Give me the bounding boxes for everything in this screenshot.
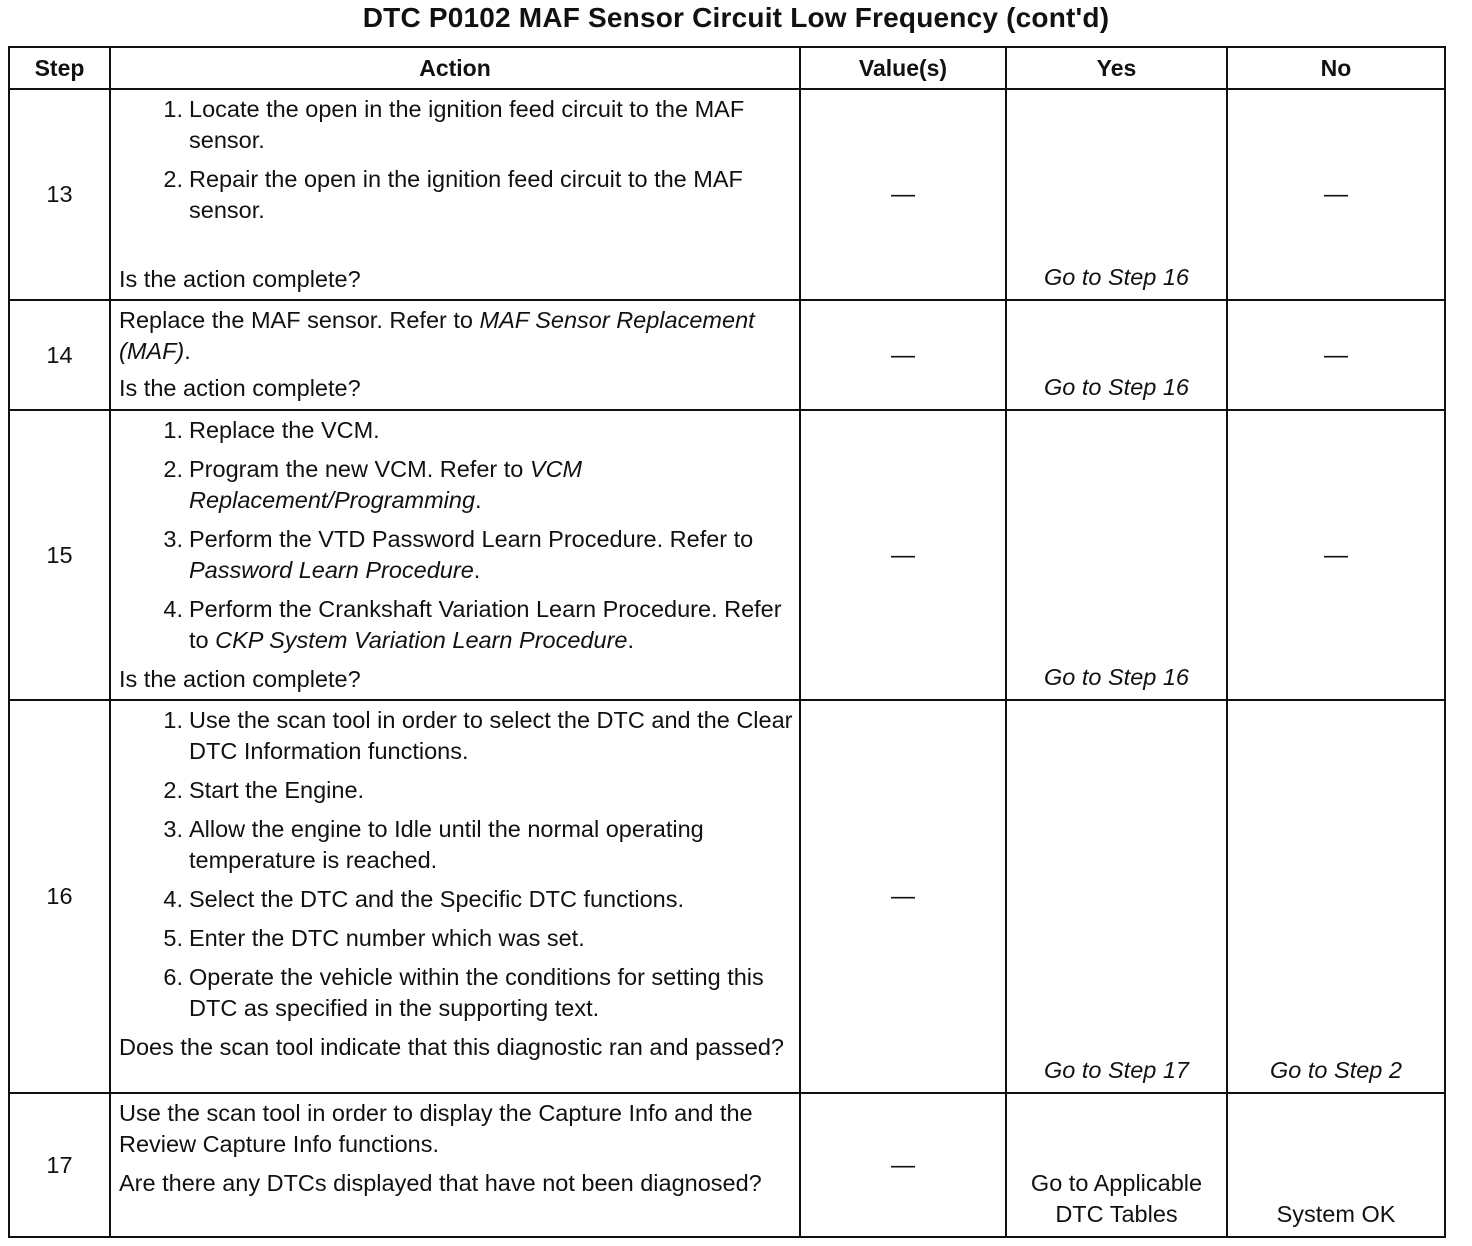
header-row bbox=[9, 47, 1445, 89]
action-cell bbox=[110, 700, 800, 1093]
action-cell bbox=[110, 89, 800, 300]
table-row-step-15 bbox=[9, 410, 1445, 700]
value-cell: — bbox=[800, 300, 1006, 410]
step-number: 14 bbox=[9, 300, 110, 410]
no-cell: — bbox=[1227, 89, 1445, 300]
table-row-step-16 bbox=[9, 700, 1445, 1093]
page-title: DTC P0102 MAF Sensor Circuit Low Frequency (cont'd) bbox=[362, 2, 1110, 33]
value-cell: — bbox=[800, 89, 1006, 300]
header-no: No bbox=[1227, 47, 1445, 89]
table-row-step-14 bbox=[9, 300, 1445, 410]
list-item: 2. Repair the open in the ignition feed circuit to the MAF sensor. bbox=[163, 166, 743, 223]
yes-cell: Go to Step 16 bbox=[1006, 89, 1227, 300]
step-number: 13 bbox=[9, 89, 110, 300]
list-item: 6. Operate the vehicle within the conditions for setting this DTC as specified in the supporting text. bbox=[163, 964, 764, 1021]
list-item: 1. Replace the VCM. bbox=[163, 417, 380, 443]
step-number: 16 bbox=[9, 700, 110, 1093]
action-list bbox=[119, 94, 793, 226]
action-list bbox=[119, 705, 793, 1024]
value-cell: — bbox=[800, 1093, 1006, 1237]
action-question: Is the action complete? bbox=[119, 266, 361, 292]
action-text: Use the scan tool in order to display the Capture Info and the Review Capture Info functions. bbox=[119, 1100, 753, 1157]
action-cell bbox=[110, 410, 800, 700]
no-cell: — bbox=[1227, 410, 1445, 700]
action-question: Are there any DTCs displayed that have not been diagnosed? bbox=[119, 1170, 762, 1196]
no-cell: Go to Step 2 bbox=[1227, 700, 1445, 1093]
yes-cell: Go to Step 17 bbox=[1006, 700, 1227, 1093]
step-number: 15 bbox=[9, 410, 110, 700]
no-cell: System OK bbox=[1227, 1093, 1445, 1237]
list-item: 4. Perform the Crankshaft Variation Learn Procedure. Refer to CKP System Variation Learn Procedure. bbox=[163, 596, 782, 653]
yes-cell: Go to Applicable DTC Tables bbox=[1006, 1093, 1227, 1237]
diagnostic-table bbox=[8, 46, 1446, 1238]
action-question: Is the action complete? bbox=[119, 375, 361, 401]
step-number: 17 bbox=[9, 1093, 110, 1237]
list-item: 3. Allow the engine to Idle until the normal operating temperature is reached. bbox=[163, 816, 704, 873]
header-step: Step bbox=[9, 47, 110, 89]
list-item: 2. Program the new VCM. Refer to VCM Replacement/Programming. bbox=[163, 456, 583, 513]
header-action: Action bbox=[110, 47, 800, 89]
header-values: Value(s) bbox=[800, 47, 1006, 89]
table-row-step-17 bbox=[9, 1093, 1445, 1237]
list-item: 5. Enter the DTC number which was set. bbox=[163, 925, 585, 951]
list-item: 3. Perform the VTD Password Learn Procedure. Refer to Password Learn Procedure. bbox=[163, 526, 754, 583]
table-row-step-13 bbox=[9, 89, 1445, 300]
yes-cell: Go to Step 16 bbox=[1006, 410, 1227, 700]
action-cell bbox=[110, 1093, 800, 1237]
value-cell: — bbox=[800, 700, 1006, 1093]
action-list bbox=[119, 415, 793, 656]
action-text: Replace the MAF sensor. Refer to MAF Sensor Replacement (MAF). bbox=[119, 307, 755, 364]
value-cell: — bbox=[800, 410, 1006, 700]
list-item: 1. Locate the open in the ignition feed circuit to the MAF sensor. bbox=[163, 96, 745, 153]
action-question: Is the action complete? bbox=[119, 666, 361, 692]
action-question: Does the scan tool indicate that this diagnostic ran and passed? bbox=[119, 1034, 784, 1060]
action-cell bbox=[110, 300, 800, 410]
yes-cell: Go to Step 16 bbox=[1006, 300, 1227, 410]
header-yes: Yes bbox=[1006, 47, 1227, 89]
list-item: 1. Use the scan tool in order to select the DTC and the Clear DTC Information functions. bbox=[163, 707, 793, 764]
list-item: 2. Start the Engine. bbox=[163, 777, 365, 803]
no-cell: — bbox=[1227, 300, 1445, 410]
list-item: 4. Select the DTC and the Specific DTC functions. bbox=[163, 886, 685, 912]
